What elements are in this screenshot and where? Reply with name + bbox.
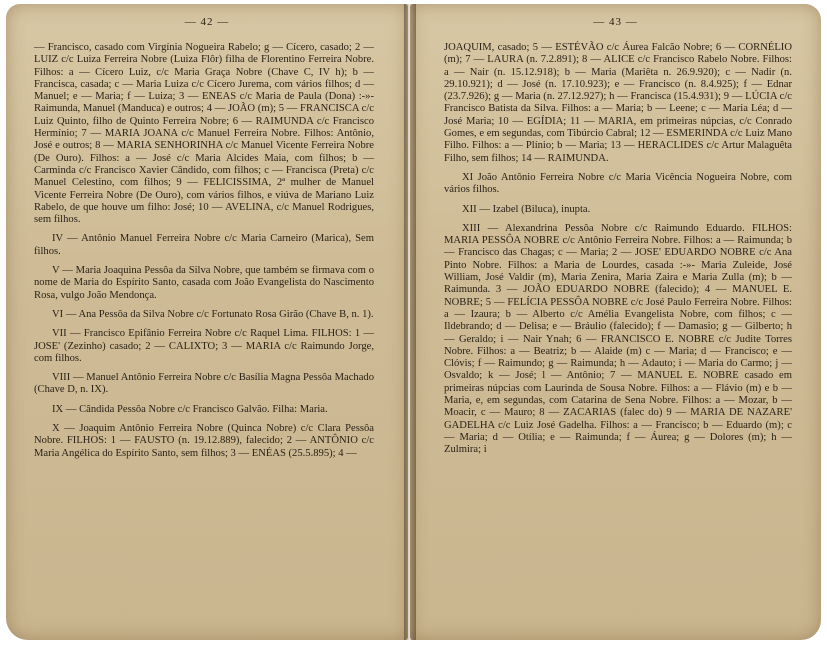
right-page-text	[444, 42, 792, 464]
paragraph: XI João Antônio Ferreira Nobre c/c Maria Vicência Nogueira Nobre, com vários filhos.	[444, 171, 792, 196]
right-page-number: — 43 —	[593, 16, 638, 28]
paragraph: XII — Izabel (Biluca), inupta.	[462, 203, 591, 215]
paragraph: X — Joaquim Antônio Ferreira Nobre (Quinca Nobre) c/c Clara Pessôa Nobre. FILHOS: 1 — FAUSTO (n. 19.12.889), falecido; 2 — ANTÔNIO c/c Maria Angélica do Espírito Santo, sem filhos; 3 — ENÉAS (25.5.895); 4 —	[34, 423, 374, 459]
paragraph: VIII — Manuel Antônio Ferreira Nobre c/c Basília Magna Pessôa Machado (Chave D, n. IX).	[34, 372, 374, 396]
book-gutter	[404, 4, 416, 640]
paragraph: IV — Antônio Manuel Ferreira Nobre c/c Maria Carneiro (Marica), Sem filhos.	[34, 233, 374, 257]
open-book	[6, 4, 821, 640]
paragraph: — Francisco, casado com Virgínia Nogueira Rabelo; g — Cícero, casado; 2 — LUIZ c/c Luiza Ferreira Nobre (Luiza Flôr) filha de Florentino Ferreira Nobre. Filhos: a — Cícero Luiz, c/c Maria Graça Nobre (Chave C, IV h); b — Francisca, casada; c — Maria Luiza c/c Cícero Jurema, com vários filhos; d — Manuel; e — Maria; f — Luiza; 3 — ENEAS c/c Maria de Paula (Dona) :-»- Raimunda, Manuel (Manduca) e outros; 4 — JOÃO (m); 5 — FRANCISCA c/c Luiz Quinto, filho de Quinto Ferreira Nobre; 6 — RAIMUNDA c/c Francisco Hermínio; 7 — MARIA JOANA c/c Manuel Ferreira Nobre. Filhos: Antônio, José e outros; 8 — MARIA SENHORINHA c/c Manuel Vicente Ferreira Nobre (De Ouro). Filhos: a — José c/c Maria Alcides Maia, com filhos; b — Carminda c/c Francisco Xavier Cândido, com filhos; c — Francisca (Preta) c/c Manuel Celestino, com filhos; 9 — FELICISSIMA, 2ª mulher de Manuel Vicente Ferreira Nobre (De Ouro), com vários filhos, e viúva de Mariano Luiz Rabelo, de que houve um filho: José; 10 — AVELINA, c/c Manuel Rodrigues, sem filhos.	[34, 42, 374, 226]
left-page-number: — 42 —	[184, 16, 230, 28]
paragraph: V — Maria Joaquina Pessôa da Silva Nobre, que também se firmava com o nome de Maria do Espírito Santo, casada com João Evangelista do Nascimento Rosa, vulgo João Mendonça.	[34, 265, 374, 301]
paragraph: VI — Ana Pessôa da Silva Nobre c/c Fortunato Rosa Girão (Chave B, n. 1).	[52, 308, 374, 320]
paragraph: XIII — Alexandrina Pessôa Nobre c/c Raimundo Eduardo. FILHOS: MARIA PESSÔA NOBRE c/c Antônio Ferreira Nobre. Filhos: a — Raimunda; b — Francisco das Chagas; c — Maria; 2 — JOSE' EDUARDO NOBRE c/c Ana Pinto Nobre. Filhos: a Maria de Lourdes, casada :-»- Maria Zuleide, José William, José Valdir (m), Maria Zenira, Maria Zaira e Maria Zulla (m); b — Raimunda. 3 — JOÃO EDUARDO NOBRE (falecido); 4 — MANUEL E. NOBRE; 5 — FELÍCIA PESSÔA NOBRE c/c José Paulo Ferreira Nobre. Filhos: a — Izaura; b — Alberto c/c Amélia Evangelista Nobre, com filhos; c — Ildebrando; d — Delisa; e — Bráulio (falecido); f — Damasio; g — Gilberto; h — Geraldo; i — Nair Ynah; 6 — FRANCISCO E. NOBRE c/c Judite Torres Nobre. Filhos: a — Beatriz; b — Alaide (m) c — Maria; d — Francisco; e — Clóvis; f — Raimundo; g — Raimunda; h — Adauto; i — Maria do Carmo; j — Osvaldo; k — José; l — Antônio; 7 — MANUEL E. NOBRE casado em primeiras núpcias com Laurinda de Sousa Nobre. Filhos: a — Flávio (m) e b — Maria, e, em segundas, com Catarina de Sena Nobre. Filhos: a — Mozar, b — Moacir, c — Mauro; 8 — ZACARIAS (falec do) 9 — MARIA DE NAZARE' GADELHA c/c Luiz José Gadelha. Filhos: a — Francisco; b — Eduardo (m); c — Maria; d — Otília; e — Raimunda; f — Áurea; g — Dolores (m); h — Zulmira; i	[444, 222, 792, 456]
left-page-text	[34, 42, 374, 467]
paragraph: JOAQUIM, casado; 5 — ESTÉVÃO c/c Áurea Falcão Nobre; 6 — CORNÉLIO (m); 7 — LAURA (n. 7.2.891); 8 — ALICE c/c Francisco Rabelo Nobre. Filhos: a — Nair (n. 15.12.918); b — Maria (Mariêta n. 26.9.920); c — Nadir (n. 29.10.921); d — José (n. 17.10.923); e — Francisco (n. 8.4.925); f — Ednar (23.7.926); g — Maria (n. 27.12.927); h — Francisca (15.4.931); 9 — LÚCIA c/c Francisco Batista da Silva. Filhos: a — Maria; b — Leene; c — Maria Léa; d — José Maria; 10 — EGÍDIA; 11 — MARIA, em primeiras núpcias, c/c Conrado Gomes, e em segundas, com Tibúrcio Cabral; 12 — ESMERINDA c/c Luiz Mano Filho. Filhos: a — Plínio; b — Maria; 13 — HERACLIDES c/c Artur Malaguêta Filho, sem filhos; 14 — RAIMUNDA.	[444, 42, 792, 164]
paragraph: IX — Cândida Pessôa Nobre c/c Francisco Galvão. Filha: Maria.	[52, 403, 328, 415]
right-page	[410, 4, 821, 640]
paragraph: VII — Francisco Epifânio Ferreira Nobre c/c Raquel Lima. FILHOS: 1 — JOSE' (Zezinho) casado; 2 — CALIXTO; 3 — MARIA c/c Raimundo Jorge, com filhos.	[34, 328, 374, 364]
left-page	[6, 4, 408, 640]
